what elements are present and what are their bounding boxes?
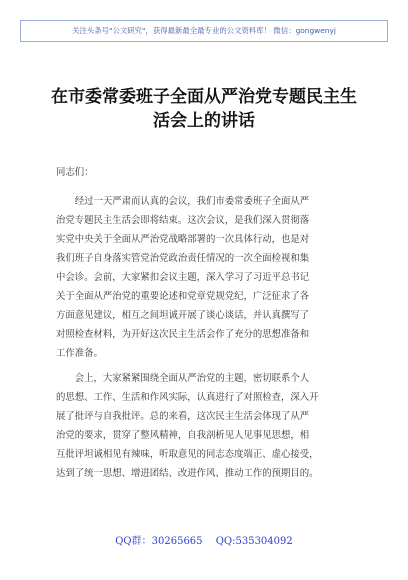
document-body [56,164,356,489]
paragraph-line: 达到了统一思想、增进团结、改进作风、推动工作的预期目的。 [56,468,319,479]
title-line-2: 活会上的讲话 [153,111,255,131]
promo-banner-text: 关注头条号"公文研究"，获得最新最全最专业的公文资料库！ 微信：gongwenyj [72,26,336,35]
document-title [30,85,378,133]
title-line-1: 在市委常委班子全面从严治党专题民主生 [51,87,357,107]
paragraph-line: 治党专题民主生活会即将结束。这次会议，是我们深入贯彻落 [56,215,310,226]
qq-group-text: QQ群：30265665 [115,536,203,547]
paragraph-2 [56,369,356,483]
promo-banner [20,20,388,42]
paragraph-line: 关于全面从严治党的重要论述和党章党规党纪，广泛征求了各 [56,291,310,302]
paragraph-line: 工作准备。 [56,348,103,359]
paragraph-line: 互批评坦诚相见有辣味，听取意见的同志态度端正、虚心接受， [56,449,319,460]
contact-footer [0,532,408,547]
paragraph-line: 治党的要求，贯穿了整风精神，自我剖析见人见事见思想，相 [56,430,310,441]
paragraph-1 [56,192,356,363]
paragraph-line: 展了批评与自我批评。总的来看，这次民主生活会体现了从严 [56,411,310,422]
qq-text: QQ:535304092 [215,536,293,547]
paragraph-line: 中会诊。会前，大家紧扣会议主题，深入学习了习近平总书记 [56,272,310,283]
paragraph-line: 经过一天严肃而认真的会议，我们市委常委班子全面从严 [56,196,310,207]
paragraph-line: 对照检查材料，为开好这次民主生活会作了充分的思想准备和 [56,329,310,340]
paragraph-line: 方面意见建议，相互之间坦诚开展了谈心谈话，并认真撰写了 [56,310,310,321]
greeting: 同志们： [56,167,94,178]
paragraph-line: 我们班子自身落实管党治党政治责任情况的一次全面检视和集 [56,253,310,264]
paragraph-line: 会上，大家紧紧围绕全面从严治党的主题，密切联系个人 [56,373,310,384]
paragraph-line: 的思想、工作、生活和作风实际，认真进行了对照检查，深入开 [56,392,319,403]
paragraph-line: 实党中央关于全面从严治党战略部署的一次具体行动，也是对 [56,234,310,245]
